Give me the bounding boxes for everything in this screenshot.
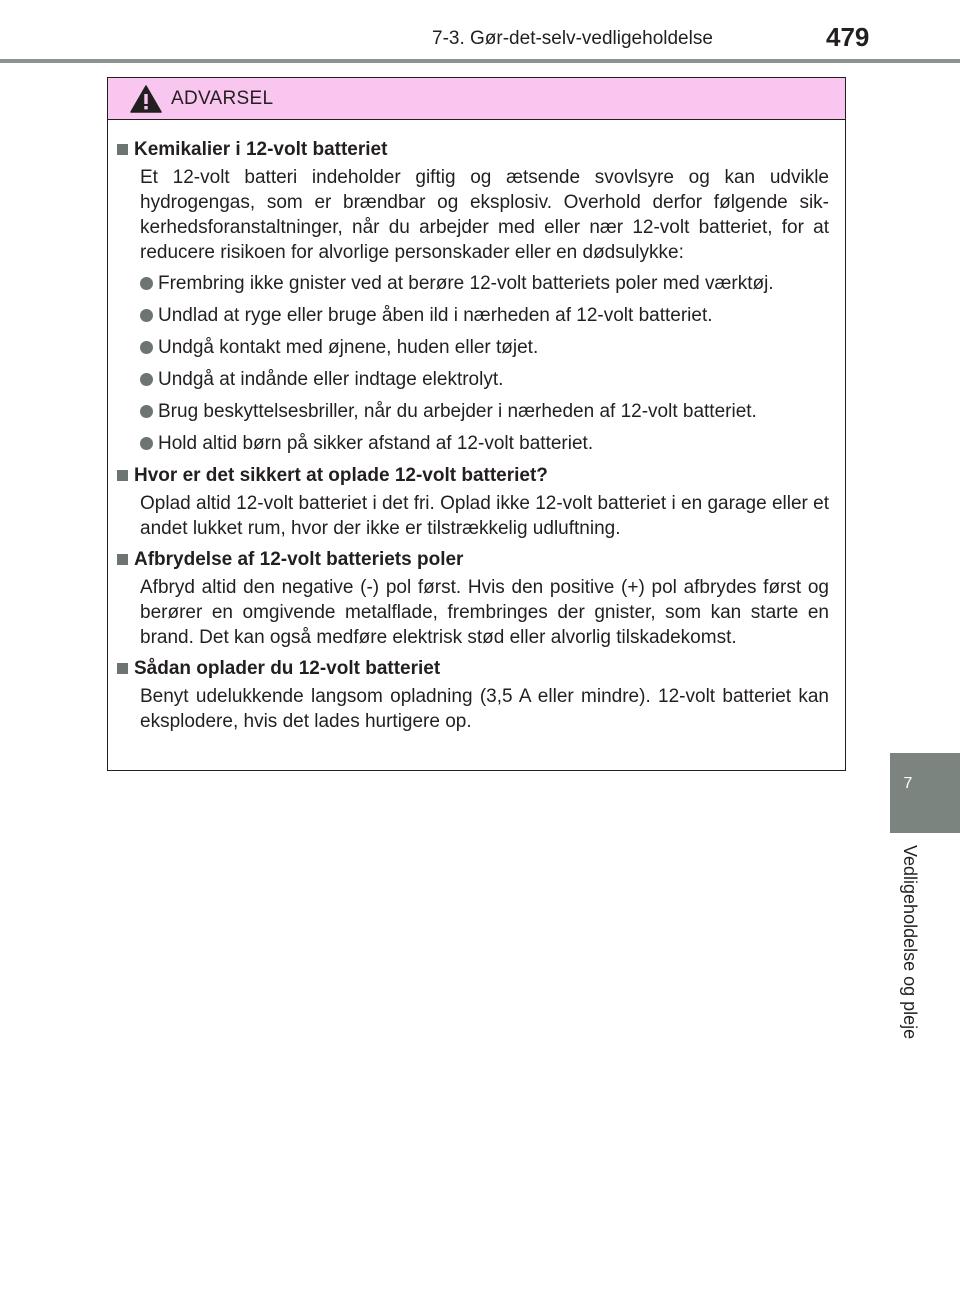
warning-box xyxy=(107,77,846,771)
list-item xyxy=(140,367,829,392)
page-number: 479 xyxy=(826,22,870,52)
circle-bullet-icon xyxy=(140,437,153,450)
header-divider xyxy=(0,59,960,63)
warning-section xyxy=(115,547,829,650)
section-heading-text: Kemikalier i 12-volt batteriet xyxy=(134,139,388,160)
warning-triangle-icon xyxy=(130,85,162,113)
circle-bullet-icon xyxy=(140,277,153,290)
square-bullet-icon xyxy=(117,144,128,155)
circle-bullet-icon xyxy=(140,309,153,322)
list-item-text: Brug beskyttelsesbriller, når du arbejder i nærheden af 12-volt batteriet. xyxy=(158,401,757,422)
section-heading-text: Afbrydelse af 12-volt batteriets poler xyxy=(134,549,464,570)
section-heading xyxy=(115,547,829,572)
section-paragraph: Et 12-volt batteri indeholder giftig og ætsende svovlsyre og kan udvikle hydrogengas, som er brændbar og eksplosiv. Overhold derfor følgende sikkerhedsforanstaltninger, når du arbejder med eller nær 12-volt batteriet, for at reducere risikoen for alvorlige personskader eller en dødsulykke: xyxy=(140,167,829,263)
section-heading-text: Sådan oplader du 12-volt batteriet xyxy=(134,658,441,679)
chapter-label: Vedligeholdelse og pleje xyxy=(900,845,920,1040)
list-item xyxy=(140,431,829,456)
square-bullet-icon xyxy=(117,554,128,565)
section-title: 7-3. Gør-det-selv-vedligeholdelse xyxy=(432,28,713,49)
list-item-text: Hold altid børn på sikker afstand af 12-volt batteriet. xyxy=(158,433,594,454)
list-item-text: Undlad at ryge eller bruge åben ild i nærheden af 12-volt batteriet. xyxy=(158,305,713,326)
warning-title: ADVARSEL xyxy=(171,88,274,109)
circle-bullet-icon xyxy=(140,341,153,354)
warning-section xyxy=(115,463,829,541)
square-bullet-icon xyxy=(117,470,128,481)
warning-content xyxy=(108,120,845,734)
chapter-number: 7 xyxy=(903,775,913,792)
list-item xyxy=(140,335,829,360)
section-heading-text: Hvor er det sikkert at oplade 12-volt batteriet? xyxy=(134,465,548,486)
list-item xyxy=(140,271,829,296)
section-paragraph: Afbryd altid den negative (-) pol først. Hvis den positive (+) pol afbrydes først og berører en omgivende metalflade, frembringes der gnister, som kan starte en brand. Det kan også medføre elektrisk stød eller alvorlig tilskadekomst. xyxy=(140,577,829,648)
list-item-text: Undgå kontakt med øjnene, huden eller tøjet. xyxy=(158,337,539,358)
section-heading xyxy=(115,137,829,162)
warning-section xyxy=(115,137,829,456)
chapter-tab xyxy=(890,753,960,833)
list-item xyxy=(140,399,829,424)
section-heading xyxy=(115,656,829,681)
square-bullet-icon xyxy=(117,663,128,674)
section-heading xyxy=(115,463,829,488)
section-paragraph: Benyt udelukkende langsom opladning (3,5 A eller mindre). 12-volt batteriet kan eksplodere, hvis det lades hurtigere op. xyxy=(140,686,829,732)
warning-section xyxy=(115,656,829,734)
list-item-text: Undgå at indånde eller indtage elektrolyt. xyxy=(158,369,504,390)
circle-bullet-icon xyxy=(140,405,153,418)
circle-bullet-icon xyxy=(140,373,153,386)
list-item xyxy=(140,303,829,328)
list-item-text: Frembring ikke gnister ved at berøre 12-volt batteriets poler med værktøj. xyxy=(158,273,774,294)
section-paragraph: Oplad altid 12-volt batteriet i det fri. Oplad ikke 12-volt batteriet i en garage eller et andet lukket rum, hvor der ikke er tilstrækkelig udluftning. xyxy=(140,493,829,539)
warning-header xyxy=(108,78,845,120)
